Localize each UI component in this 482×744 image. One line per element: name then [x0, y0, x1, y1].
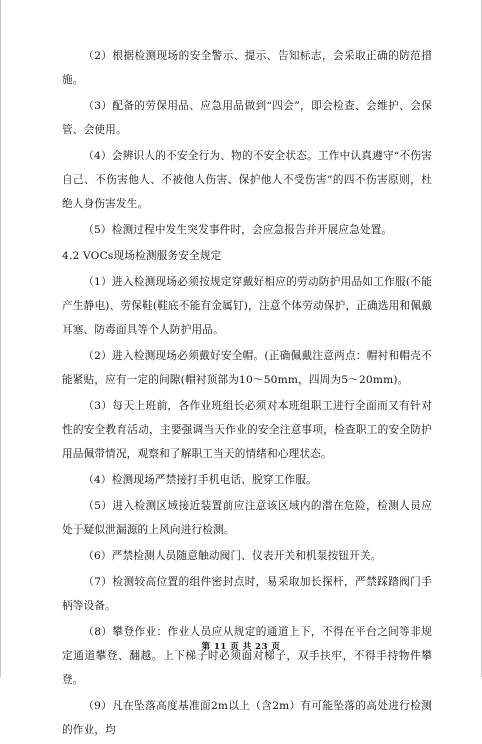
rule-item-4: （4）检测现场严禁接打手机电话、脱穿工作服。: [83, 474, 317, 486]
paragraph-item-2: （2）根据检测现场的安全警示、提示、告知标志，会采取正确的防范措施。: [62, 50, 432, 86]
rule-item-1: （1）进入检测现场必须按规定穿戴好相应的劳动防护用品如工作服(不能产生静电)、劳保鞋(鞋底不能有金属钉)，注意个体劳动保护，正确选用和佩戴耳塞、防毒面具等个人防护用品。: [62, 276, 432, 336]
rule-item-7: （7）检测较高位置的组件密封点时，易采取加长探杆，严禁踩踏阀门手柄等设备。: [62, 576, 432, 612]
rule-item-6: （6）严禁检测人员随意触动阀门、仪表开关和机泵按钮开关。: [83, 550, 382, 562]
rule-item-9: （9）凡在坠落高度基准面2m以上（含2m）有可能坠落的高处进行检测的作业，均: [62, 700, 432, 736]
page-border-left: [0, 0, 1, 677]
paragraph-item-4: （4）会辨识人的不安全行为、物的不安全状态。工作中认真遵守“不伤害自己、不伤害他人、不被他人伤害、保护他人不受伤害”的四不伤害原则，杜绝人身伤害发生。: [62, 150, 432, 210]
paragraph-item-5: （5）检测过程中发生突发事件时，会应急报告并开展应急处置。: [83, 224, 393, 236]
rule-item-5: （5）进入检测区域接近装置前应注意该区域内的潜在危险，检测人员应处于疑似泄漏源的上风向进行检测。: [62, 500, 432, 536]
rule-item-2: （2）进入检测现场必须戴好安全帽。(正确佩戴注意两点：帽衬和帽壳不能紧贴，应有一定的间隙(帽衬顶部为10～50mm，四周为5～20mm)。: [62, 350, 432, 386]
page-content: [62, 44, 432, 744]
section-heading: 4.2 VOCs现场检测服务安全规定: [62, 250, 222, 262]
page-number-footer: 第 11 页 共 23 页: [201, 642, 281, 652]
rule-item-8: （8）攀登作业：作业人员应从规定的通道上下，不得在平台之间等非规定通道攀登、翻越。上下梯子时必须面对梯子，双手扶牢，不得手持物件攀登。: [62, 626, 432, 686]
rule-item-3: （3）每天上班前，各作业班组长必须对本班组职工进行全面而又有针对性的安全教育活动，主要强调当天作业的安全注意事项，检查职工的安全防护用品佩带情况，观察和了解职工当天的情绪和心理状态。: [62, 400, 432, 460]
paragraph-item-3: （3）配备的劳保用品、应急用品做到“四会”，即会检查、会维护、会保管、会使用。: [62, 100, 432, 136]
